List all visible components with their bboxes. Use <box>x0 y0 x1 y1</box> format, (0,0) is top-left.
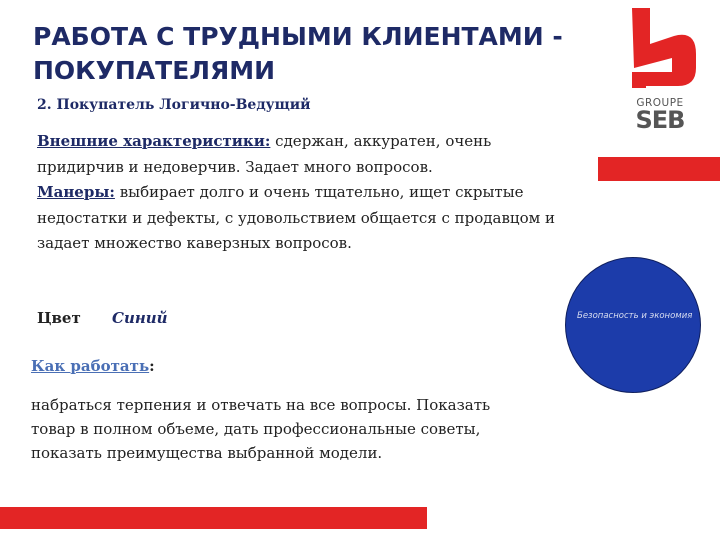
manners-label: Манеры: <box>37 183 115 201</box>
accent-bar-top <box>598 157 720 181</box>
slide-title: РАБОТА С ТРУДНЫМИ КЛИЕНТАМИ - ПОКУПАТЕЛЯМИ <box>33 22 563 85</box>
advice-text: набраться терпения и отвечать на все вопросы. Показать товар в полном объеме, дать профессиональные советы, показать преимущества выбранной модели. <box>31 396 491 462</box>
color-value: Синий <box>112 309 168 327</box>
how-to-work-colon: : <box>149 357 155 375</box>
accent-bar-bottom <box>0 507 427 529</box>
manners-text: выбирает долго и очень тщательно, ищет скрытые недостатки и дефекты, с удовольствием общается с продавцом и задает множество каверзных вопросов. <box>37 183 556 252</box>
blue-circle <box>565 257 701 393</box>
logo-groupe-text: GROUPE <box>636 97 684 109</box>
how-to-work-link[interactable]: Как работать <box>31 357 150 375</box>
circle-caption: Безопасность и экономия <box>577 311 693 321</box>
external-characteristics-text: сдержан, аккуратен, очень придирчив и недоверчив. Задает много вопросов. <box>37 132 492 176</box>
description-block <box>37 129 557 257</box>
slide-subtitle: 2. Покупатель Логично-Ведущий <box>37 97 311 113</box>
color-label: Цвет <box>37 309 81 327</box>
external-characteristics-label: Внешние характеристики: <box>37 132 271 150</box>
how-to-work-heading <box>31 357 155 375</box>
logo-seb-text: SEB <box>635 106 685 134</box>
